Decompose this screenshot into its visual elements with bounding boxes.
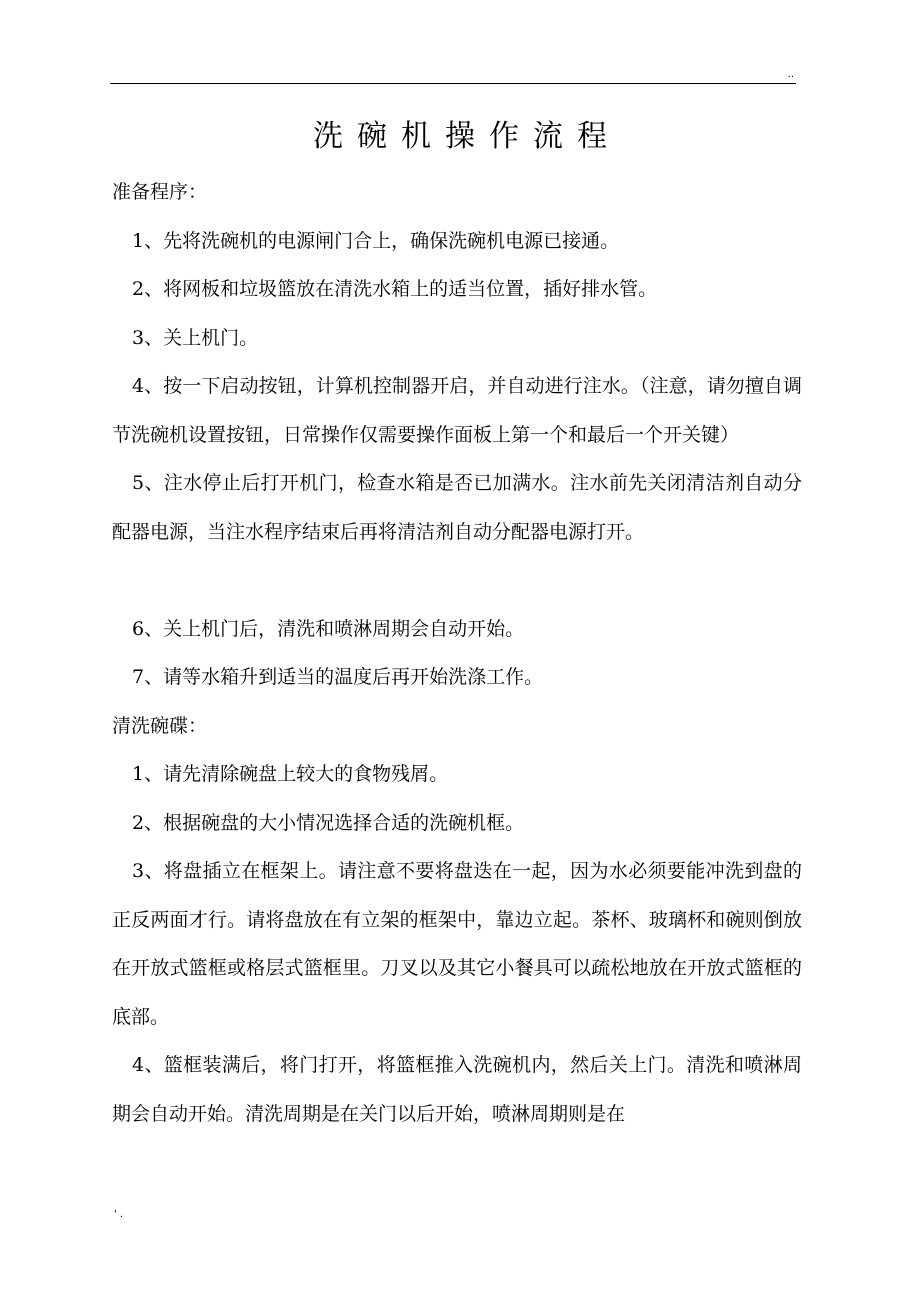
prep-step-7: 7、请等水箱升到适当的温度后再开始洗涤工作。 bbox=[132, 666, 544, 688]
prep-step-5: 5、注水停止后打开机门，检查水箱是否已加满水。注水前先关闭清洁剂自动分配器电源，当注水程序结束后再将清洁剂自动分配器电源打开。 bbox=[112, 472, 802, 543]
document-body bbox=[112, 168, 802, 1138]
section-heading-wash: 清洗碗碟： bbox=[112, 714, 208, 737]
paragraph-spacer bbox=[112, 556, 802, 605]
prep-step-1: 1、先将洗碗机的电源闸门合上，确保洗碗机电源已接通。 bbox=[132, 229, 620, 252]
prep-step-6: 6、关上机门后，清洗和喷淋周期会自动开始。 bbox=[132, 617, 525, 640]
wash-step-2: 2、根据碗盘的大小情况选择合适的洗碗机框。 bbox=[132, 811, 525, 834]
header-mark: .. bbox=[787, 69, 794, 80]
wash-step-3: 3、将盘插立在框架上。请注意不要将盘迭在一起，因为水必须要能冲洗到盘的正反两面才行。请将盘放在有立架的框架中，靠边立起。茶杯、玻璃杯和碗则倒放在开放式篮框或格层式篮框里。刀叉以及其它小餐具可以疏松地放在开放式篮框的底部。 bbox=[112, 860, 802, 1028]
prep-step-4: 4、按一下启动按钮，计算机控制器开启，并自动进行注水。（注意，请勿擅自调节洗碗机设置按钮，日常操作仅需要操作面板上第一个和最后一个开关键） bbox=[112, 375, 802, 446]
prep-step-3: 3、关上机门。 bbox=[132, 326, 259, 349]
wash-step-1: 1、请先清除碗盘上较大的食物残屑。 bbox=[132, 763, 449, 785]
page-title: 洗碗机操作流程 bbox=[313, 119, 621, 154]
prep-step-2: 2、将网板和垃圾篮放在清洗水箱上的适当位置，插好排水管。 bbox=[132, 278, 658, 300]
header-rule bbox=[110, 83, 796, 84]
footer-mark: ' . bbox=[114, 1209, 124, 1220]
wash-step-4: 4、篮框装满后，将门打开，将篮框推入洗碗机内，然后关上门。清洗和喷淋周期会自动开始。清洗周期是在关门以后开始，喷淋周期则是在 bbox=[112, 1054, 802, 1125]
section-heading-prep: 准备程序： bbox=[112, 181, 208, 203]
